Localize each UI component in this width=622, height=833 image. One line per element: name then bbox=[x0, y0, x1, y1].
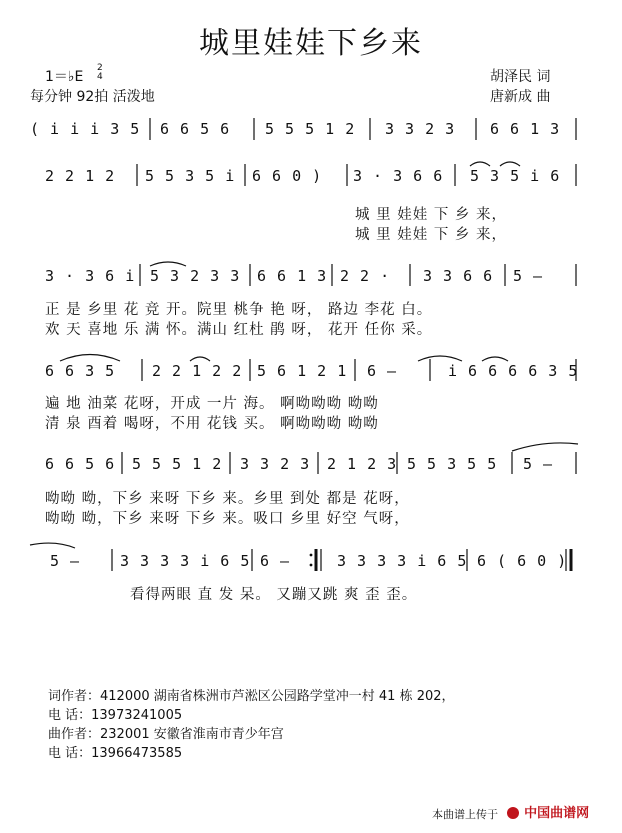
lyric-line: 欢 天 喜地 乐 满 怀。满山 红杜 鹃 呀， 花开 任你 采。 bbox=[45, 322, 433, 338]
measure: 6 ( 6 0 ) bbox=[477, 552, 568, 570]
measure: 6 – bbox=[260, 552, 291, 570]
tempo-marking: 每分钟 92拍 活泼地 bbox=[30, 89, 155, 105]
key-signature: 1＝♭E bbox=[45, 69, 84, 85]
measure: 5 3 2 3 3 bbox=[150, 267, 241, 285]
measure: 3 · 3 6 6 bbox=[353, 167, 444, 185]
lyric-line: 遍 地 油菜 花呀，开成 一片 海。 啊呦呦呦 呦呦 bbox=[45, 396, 379, 412]
lyric-line: 城 里 娃娃 下 乡 来， bbox=[355, 207, 508, 223]
site-logo[interactable] bbox=[507, 802, 589, 821]
measure: 6 6 0 ) bbox=[252, 167, 323, 185]
upload-note: 本曲谱上传于 bbox=[432, 808, 498, 821]
lyric-line: 城 里 娃娃 下 乡 来， bbox=[355, 227, 508, 243]
lyric-line: 清 泉 酉着 喝呀，不用 花钱 买。 啊呦呦呦 呦呦 bbox=[45, 416, 379, 432]
measure: 3 3 6 6 bbox=[423, 267, 494, 285]
measure: 3 · 3 6 i bbox=[45, 267, 136, 285]
composer-address: 曲作者：232001 安徽省淮南市青少年宫 bbox=[48, 727, 284, 742]
page-title: 城里娃娃下乡来 bbox=[199, 26, 423, 61]
measure: 2 1 2 3 bbox=[327, 455, 398, 473]
measure: 5 – bbox=[50, 552, 81, 570]
lyric-line: 呦呦 呦，下乡 来呀 下乡 来。吸口 乡里 好空 气呀， bbox=[45, 511, 410, 527]
measure: 6 6 5 6 bbox=[45, 455, 116, 473]
measure: 6 6 3 5 bbox=[45, 362, 116, 380]
measure: 3 3 2 3 bbox=[240, 455, 311, 473]
lyricist-address: 词作者：412000 湖南省株洲市芦淞区公园路学堂冲一村 41 栋 202， bbox=[48, 689, 455, 704]
lyric-line: 看得两眼 直 发 呆。 又蹦又跳 爽 歪 歪。 bbox=[130, 587, 418, 603]
measure: 3 3 3 3 i 6 5 bbox=[120, 552, 251, 570]
measure: 3 3 2 3 bbox=[385, 120, 456, 138]
measure: 6 6 1 3 bbox=[257, 267, 328, 285]
composer-credit: 唐新成 曲 bbox=[490, 89, 551, 105]
site-name: 中国曲谱网 bbox=[524, 806, 590, 821]
measure: 5 6 1 2 1 bbox=[257, 362, 348, 380]
lyricist-phone: 电 话：13973241005 bbox=[48, 708, 183, 723]
lyricist-credit: 胡泽民 词 bbox=[490, 69, 551, 85]
composer-phone: 电 话：13966473585 bbox=[48, 746, 183, 761]
measure: 3 3 3 3 i 6 5 bbox=[337, 552, 468, 570]
measure: 5 5 3 5 5 bbox=[407, 455, 498, 473]
lyric-line: 呦呦 呦，下乡 来呀 下乡 来。乡里 到处 都是 花呀， bbox=[45, 491, 410, 507]
measure: 5 3 5 i 6 bbox=[470, 167, 561, 185]
logo-icon bbox=[507, 807, 519, 819]
measure: 6 – bbox=[367, 362, 398, 380]
measure: i 6 6 6 6 3 5 bbox=[448, 362, 579, 380]
time-numerator: 2 bbox=[97, 63, 103, 73]
measure: 2 2 · bbox=[340, 267, 391, 285]
measure: 6 6 1 3 bbox=[490, 120, 561, 138]
measure: 5 5 3 5 i bbox=[145, 167, 236, 185]
measure: 5 – bbox=[513, 267, 544, 285]
measure: 5 – bbox=[523, 455, 554, 473]
measure: 2 2 1 2 2 bbox=[152, 362, 243, 380]
measure: 2 2 1 2 bbox=[45, 167, 116, 185]
measure: 6 6 5 6 bbox=[160, 120, 231, 138]
measure: ( i i i 3 5 bbox=[30, 120, 141, 138]
measure: 5 5 5 1 2 bbox=[265, 120, 356, 138]
time-denominator: 4 bbox=[97, 72, 103, 82]
measure: 5 5 5 1 2 bbox=[132, 455, 223, 473]
lyric-line: 正 是 乡里 花 竞 开。院里 桃争 艳 呀， 路边 李花 白。 bbox=[45, 302, 433, 318]
